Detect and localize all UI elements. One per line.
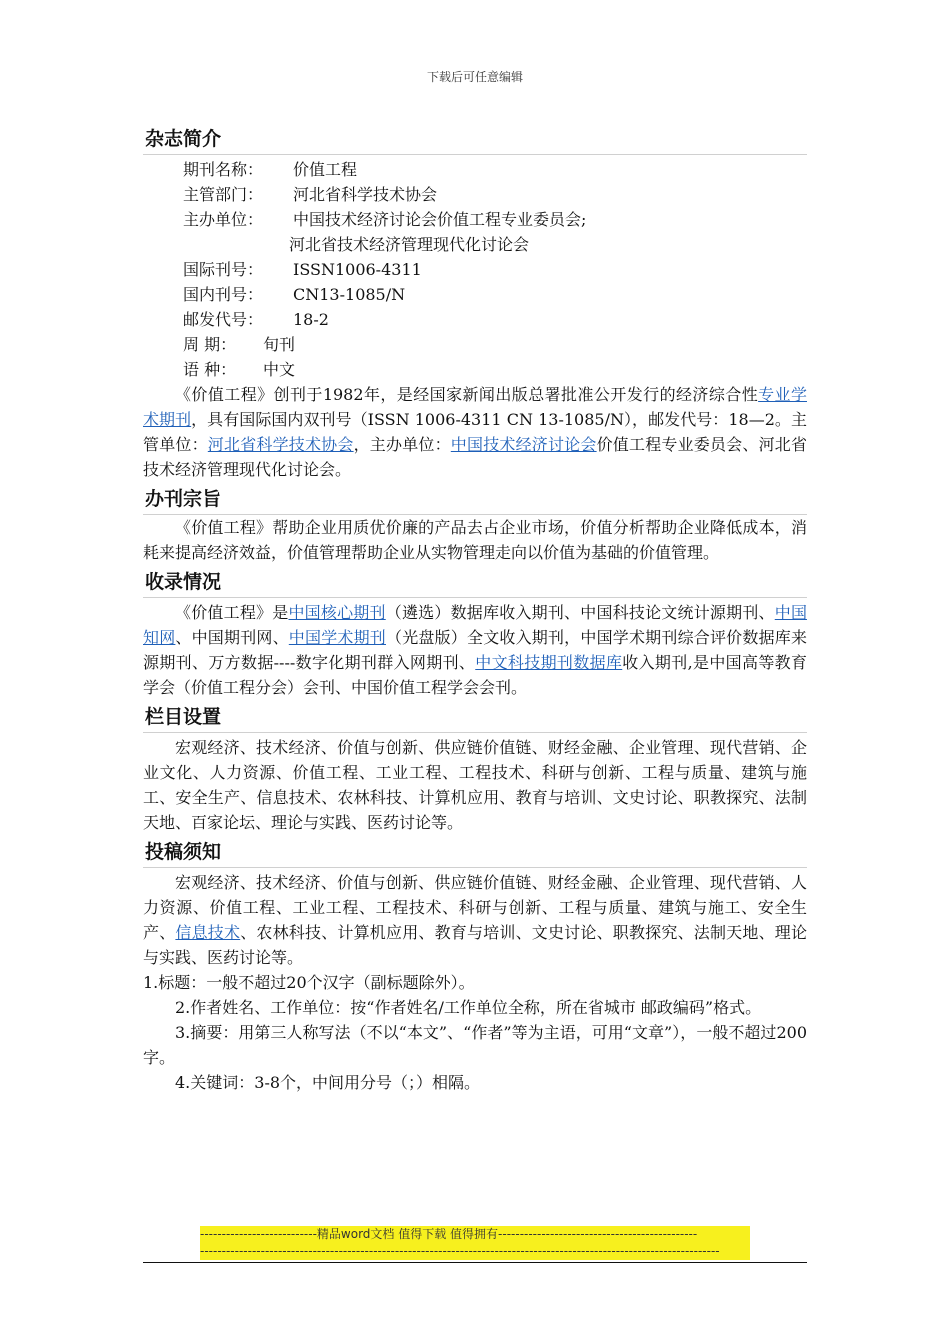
info-value: 河北省技术经济管理现代化讨论会 [289,235,530,254]
submission-item-title: 1.标题：一般不超过20个汉字（副标题除外）。 [143,973,475,992]
text-run: 宏观经济、技术经济、价值与创新、供应链价值链、财经金融、企业管理、现代营销、人力资源、价值工程、工业工程、工程技术、科研与创新、工程与质量、建筑与施工、安全生产、 [143,873,807,942]
info-label: 语 种： [183,360,237,379]
info-value: CN13-1085/N [293,285,406,304]
section-title-indexing: 收录情况 [143,565,807,598]
text-run: 收入期刊,是中国高等教育学会（价值工程分会）会刊、中国价值工程学会会刊。 [143,653,807,697]
info-label: 期刊名称： [183,160,264,179]
submission-item-author: 2.作者姓名、工作单位：按“作者姓名/工作单位全称，所在省城市 邮政编码”格式。 [175,998,762,1017]
journal-info [143,157,807,382]
indexing-paragraph [143,600,807,700]
header-note: 下载后可任意编辑 [426,70,523,84]
info-label: 国内刊号： [183,285,264,304]
purpose-paragraph: 《价值工程》帮助企业用质优价廉的产品去占企业市场，价值分析帮助企业降低成本，消耗来提高经济效益，价值管理帮助企业从实物管理走向以价值为基础的价值管理。 [143,518,807,562]
info-value: ISSN1006-4311 [293,260,422,279]
link-hebei-association[interactable]: 河北省科学技术协会 [207,435,354,454]
text-run: ，具有国际国内双刊号（ISSN 1006-4311 CN 13-1085/N），邮发代号：18—2。主管单位： [143,410,807,454]
footer-banner-line-2: ------------------------------------------------------------------------------------------------------------------------ [200,1244,720,1258]
text-run: 价值工程专业委员会、河北省技术经济管理现代化讨论会。 [143,435,807,479]
link-info-tech[interactable]: 信息技术 [175,923,241,942]
info-value: 18-2 [293,310,329,329]
info-value: 旬刊 [263,335,296,354]
submission-intro [143,870,807,970]
info-label: 国际刊号： [183,260,264,279]
footer-banner-line-1: ---------------------------精品word文档 值得下载 值得拥有---------------------------------------------- [200,1227,698,1241]
info-row-issn [183,257,807,282]
section-title-columns: 栏目设置 [143,700,807,733]
section-title-purpose: 办刊宗旨 [143,482,807,515]
info-row-period [183,332,807,357]
submission-item-abstract: 3.摘要：用第三人称写法（不以“本文”、“作者”等为主语，可用“文章”），一般不超过200 字。 [143,1023,807,1067]
info-label: 邮发代号： [183,310,264,329]
text-run: 《价值工程》是 [175,603,289,622]
section-title-intro: 杂志简介 [143,122,807,155]
text-run: 、农林科技、计算机应用、教育与培训、文史讨论、职教探究、法制天地、理论与实践、医药讨论等。 [143,923,807,967]
info-label: 主办单位： [183,210,264,229]
submission-item-keywords: 4.关键词：3-8个，中间用分号（；）相隔。 [175,1073,481,1092]
intro-paragraph [143,382,807,482]
text-run: 、中国期刊网、 [175,628,289,647]
info-label: 主管部门： [183,185,264,204]
info-label: 周 期： [183,335,237,354]
document-body [143,118,807,1095]
info-value: 价值工程 [293,160,358,179]
text-run: （遴选）数据库收入期刊、中国科技论文统计源期刊、 [385,603,775,622]
columns-paragraph: 宏观经济、技术经济、价值与创新、供应链价值链、财经金融、企业管理、现代营销、企业文化、人力资源、价值工程、工业工程、工程技术、科研与创新、工程与质量、建筑与施工、安全生产、信息技术、农林科技、计算机应用、教育与培训、文史讨论、职教探究、法制天地、百家论坛、理论与实践、医药讨论等。 [143,738,807,832]
info-row-postal [183,307,807,332]
text-run: 《价值工程》创刊于1982年，是经国家新闻出版总署批准公开发行的经济综合性 [175,385,759,404]
link-academic-journal[interactable]: 专业学术期刊 [143,385,807,429]
footer-banner [200,1226,750,1260]
link-chinese-sci-db[interactable]: 中文科技期刊数据库 [475,653,623,672]
text-run: （光盘版）全文收入期刊，中国学术期刊综合评价数据库来源期刊、万方数据----数字化期刊群入网期刊、 [143,628,807,672]
info-value: 中国技术经济讨论会价值工程专业委员会; [293,210,587,229]
link-cnki[interactable]: 中国知网 [143,603,807,647]
section-title-submission: 投稿须知 [143,835,807,868]
text-run: ，主办单位： [353,435,451,454]
info-row-name [183,157,807,182]
info-row-language [183,357,807,382]
footer-divider [143,1262,807,1263]
info-row-supervisor [183,182,807,207]
info-value: 河北省科学技术协会 [293,185,438,204]
info-row-sponsor [183,207,807,232]
link-china-tech-econ[interactable]: 中国技术经济讨论会 [450,435,597,454]
link-academic-journals[interactable]: 中国学术期刊 [288,628,386,647]
info-value: 中文 [263,360,296,379]
info-row-sponsor-2 [183,232,807,257]
link-core-journal[interactable]: 中国核心期刊 [288,603,386,622]
info-row-cn [183,282,807,307]
